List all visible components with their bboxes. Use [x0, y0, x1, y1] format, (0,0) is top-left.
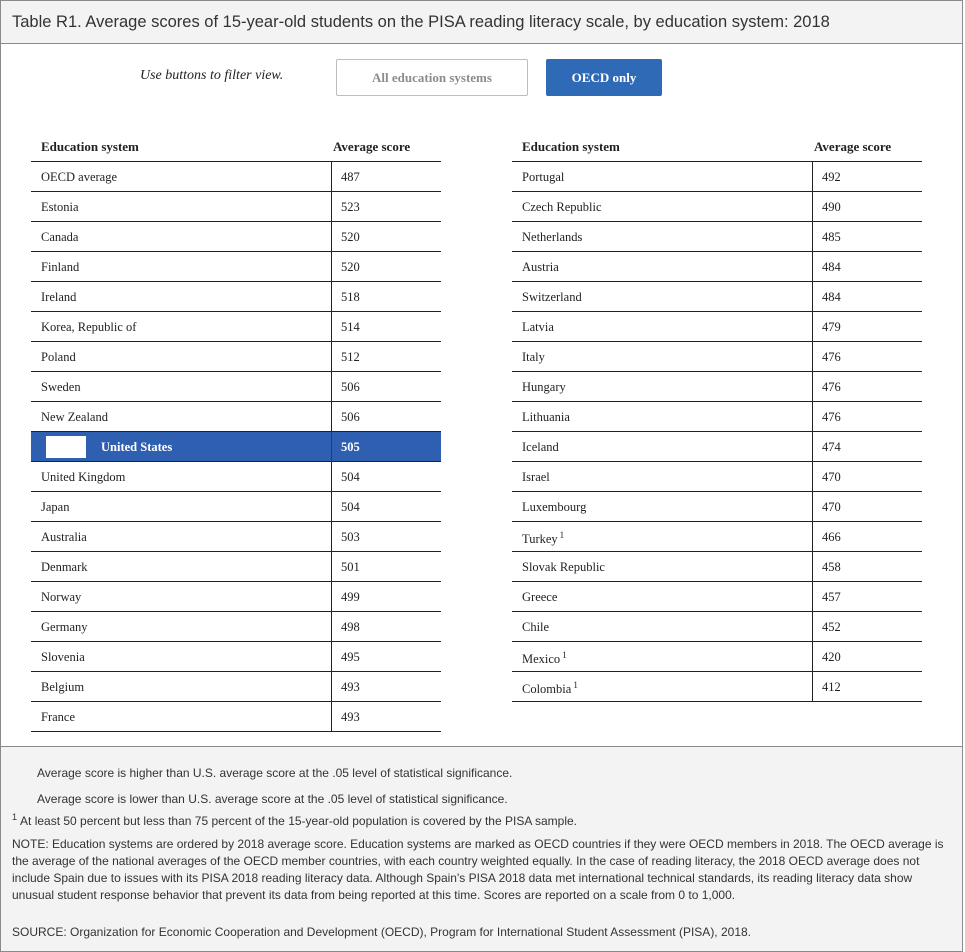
column-divider	[331, 552, 332, 582]
education-system-name	[522, 440, 559, 455]
column-divider	[331, 612, 332, 642]
average-score: 412	[822, 680, 841, 694]
education-system-label: OECD average	[41, 170, 118, 184]
education-system-label: Sweden	[41, 380, 81, 394]
table-row	[512, 462, 922, 492]
average-score: 476	[822, 380, 841, 394]
oecd-only-button[interactable]: OECD only	[546, 59, 662, 96]
column-divider	[812, 642, 813, 672]
average-score: 458	[822, 560, 841, 574]
header-education-system: Education system	[41, 139, 139, 154]
left-table-body	[31, 162, 441, 732]
education-system-name	[41, 260, 79, 275]
education-system-name	[41, 380, 81, 395]
table-row	[512, 552, 922, 582]
average-score: 505	[341, 440, 360, 454]
education-system-name	[41, 590, 81, 605]
education-system-name	[522, 170, 564, 185]
education-system-name	[41, 200, 79, 215]
table-row	[31, 702, 441, 732]
column-divider	[812, 612, 813, 642]
table-row	[512, 282, 922, 312]
legend-higher: Average score is higher than U.S. average score at the .05 level of statistical significance.	[37, 766, 513, 780]
average-score: 504	[341, 470, 360, 484]
education-system-name	[522, 320, 554, 335]
education-system-label: Italy	[522, 350, 545, 364]
average-score: 484	[822, 260, 841, 274]
average-score: 498	[341, 620, 360, 634]
column-divider	[812, 222, 813, 252]
average-score: 492	[822, 170, 841, 184]
column-divider	[331, 462, 332, 492]
education-system-label: Australia	[41, 530, 87, 544]
education-system-name	[522, 200, 602, 215]
education-system-name	[41, 290, 76, 305]
filter-instruction: Use buttons to filter view.	[140, 68, 284, 83]
header-average-score: Average score	[814, 139, 892, 154]
average-score: 470	[822, 470, 841, 484]
education-system-label: Luxembourg	[522, 500, 587, 514]
column-divider	[331, 492, 332, 522]
column-divider	[812, 432, 813, 462]
average-score: 520	[341, 260, 360, 274]
table-row	[31, 612, 441, 642]
column-divider	[812, 312, 813, 342]
column-divider	[812, 342, 813, 372]
average-score: 514	[341, 320, 360, 334]
average-score: 501	[341, 560, 360, 574]
education-system-name	[41, 530, 87, 545]
table-row	[31, 282, 441, 312]
average-score: 474	[822, 440, 841, 454]
education-system-label: Denmark	[41, 560, 88, 574]
table-row	[512, 312, 922, 342]
education-system-name	[522, 470, 550, 485]
education-system-label: Latvia	[522, 320, 554, 334]
average-score: 506	[341, 380, 360, 394]
education-system-name	[522, 230, 582, 245]
column-divider	[331, 162, 332, 192]
table-row	[31, 252, 441, 282]
column-divider	[812, 552, 813, 582]
table-row	[512, 222, 922, 252]
average-score: 495	[341, 650, 360, 664]
education-system-label: United States	[101, 440, 173, 454]
column-divider	[331, 282, 332, 312]
column-divider	[331, 252, 332, 282]
column-divider	[331, 522, 332, 552]
table-row	[31, 192, 441, 222]
average-score: 476	[822, 410, 841, 424]
column-divider	[812, 492, 813, 522]
footnote-mark: 1	[12, 812, 18, 822]
column-divider	[812, 462, 813, 492]
education-system-name	[522, 650, 567, 667]
table-row	[512, 342, 922, 372]
education-system-label: New Zealand	[41, 410, 108, 424]
column-divider	[812, 192, 813, 222]
table-row	[31, 462, 441, 492]
column-divider	[331, 432, 332, 462]
table-title: Table R1. Average scores of 15-year-old students on the PISA reading literacy scale, by education system: 2018	[12, 13, 830, 31]
average-score: 503	[341, 530, 360, 544]
column-divider	[812, 282, 813, 312]
table-row	[31, 642, 441, 672]
education-system-label: Austria	[522, 260, 559, 274]
education-system-label: Germany	[41, 620, 88, 634]
education-system-label: Iceland	[522, 440, 559, 454]
note-text: NOTE: Education systems are ordered by 2018 average score. Education systems are marked as OECD countries if they were OECD members in 2018. The OECD average is the average of the national averages of the OECD member countries, with each country weighted equally. In the case of reading literacy, the 2018 OECD average does not include Spain due to issues with its PISA 2018 reading literacy data. Although Spain's PISA 2018 data met international technical standards, its reading literacy data show unusual student response behavior that prevent its data from being reported at this time. Scores are reported on a scale from 0 to 1,000.	[12, 837, 944, 902]
average-score: 506	[341, 410, 360, 424]
column-divider	[331, 672, 332, 702]
education-system-label: Hungary	[522, 380, 566, 394]
education-system-label: France	[41, 710, 76, 724]
average-score: 457	[822, 590, 841, 604]
table-row	[512, 582, 922, 612]
average-score: 452	[822, 620, 841, 634]
table-row	[31, 402, 441, 432]
table-row	[512, 372, 922, 402]
column-divider	[812, 582, 813, 612]
header-education-system: Education system	[522, 139, 620, 154]
education-system-label: Switzerland	[522, 290, 582, 304]
column-divider	[812, 402, 813, 432]
average-score: 470	[822, 500, 841, 514]
average-score: 479	[822, 320, 841, 334]
average-score: 485	[822, 230, 841, 244]
all-education-systems-button[interactable]: All education systems	[336, 59, 528, 96]
education-system-label: Lithuania	[522, 410, 570, 424]
education-system-name	[522, 620, 549, 635]
average-score: 504	[341, 500, 360, 514]
education-system-name	[41, 350, 76, 365]
education-system-label: Israel	[522, 470, 550, 484]
education-system-name	[522, 680, 578, 697]
column-divider	[812, 522, 813, 552]
column-divider	[331, 402, 332, 432]
table-row	[31, 342, 441, 372]
education-system-name	[41, 710, 75, 725]
column-divider	[812, 372, 813, 402]
education-system-label: Chile	[522, 620, 550, 634]
education-system-name	[101, 440, 172, 455]
education-system-label: Slovenia	[41, 650, 85, 664]
average-score: 420	[822, 650, 841, 664]
education-system-label: Estonia	[41, 200, 79, 214]
education-system-name	[41, 650, 85, 665]
right-score-table	[512, 131, 922, 702]
education-system-name	[41, 500, 69, 515]
column-divider	[812, 162, 813, 192]
education-system-label: Netherlands	[522, 230, 583, 244]
average-score: 512	[341, 350, 360, 364]
column-divider	[331, 372, 332, 402]
education-system-label: Czech Republic	[522, 200, 602, 214]
average-score: 487	[341, 170, 360, 184]
education-system-name	[522, 530, 564, 547]
education-system-name	[522, 590, 557, 605]
education-system-label: Portugal	[522, 170, 565, 184]
education-system-label: Mexico	[522, 652, 561, 667]
education-system-name	[41, 680, 84, 695]
footnote-marker: 1	[562, 650, 567, 660]
average-score: 520	[341, 230, 360, 244]
average-score: 493	[341, 680, 360, 694]
table-row	[512, 612, 922, 642]
table-header	[31, 131, 441, 162]
left-score-table	[31, 131, 441, 732]
education-system-name	[41, 620, 88, 635]
table-header	[512, 131, 922, 162]
education-system-label: Greece	[522, 590, 558, 604]
education-system-name	[522, 350, 545, 365]
education-system-label: Turkey	[522, 532, 558, 547]
average-score: 484	[822, 290, 841, 304]
average-score: 466	[822, 530, 841, 544]
column-divider	[331, 312, 332, 342]
education-system-label: Poland	[41, 350, 76, 364]
table-row	[31, 222, 441, 252]
average-score: 518	[341, 290, 360, 304]
column-divider	[331, 342, 332, 372]
column-divider	[331, 702, 332, 732]
column-divider	[331, 192, 332, 222]
table-row	[31, 552, 441, 582]
table-row	[512, 672, 922, 702]
flag-placeholder	[46, 436, 86, 458]
footnote-1	[12, 812, 577, 828]
table-row	[512, 402, 922, 432]
table-row	[31, 522, 441, 552]
education-system-name	[41, 320, 136, 335]
average-score: 523	[341, 200, 360, 214]
education-system-name	[522, 380, 566, 395]
table-row	[512, 492, 922, 522]
education-system-name	[41, 410, 108, 425]
education-system-label: Finland	[41, 260, 80, 274]
footnote-marker: 1	[573, 680, 578, 690]
table-row	[512, 522, 922, 552]
table-row	[31, 492, 441, 522]
average-score: 499	[341, 590, 360, 604]
table-row	[512, 432, 922, 462]
average-score: 493	[341, 710, 360, 724]
education-system-label: Ireland	[41, 290, 77, 304]
column-divider	[331, 222, 332, 252]
column-divider	[812, 252, 813, 282]
education-system-name	[41, 470, 125, 485]
education-system-name	[522, 560, 605, 575]
footnotes-panel	[0, 746, 963, 952]
education-system-label: United Kingdom	[41, 470, 126, 484]
education-system-label: Korea, Republic of	[41, 320, 137, 334]
education-system-name	[522, 500, 586, 515]
average-score: 490	[822, 200, 841, 214]
column-divider	[331, 582, 332, 612]
average-score: 476	[822, 350, 841, 364]
column-divider	[812, 672, 813, 702]
education-system-label: Japan	[41, 500, 70, 514]
table-row	[31, 312, 441, 342]
education-system-name	[522, 290, 582, 305]
education-system-name	[41, 230, 78, 245]
source-text: SOURCE: Organization for Economic Cooperation and Development (OECD), Program for International Student Assessment (PISA), 2018.	[12, 925, 752, 939]
table-row-highlighted	[31, 432, 441, 462]
title-bar	[0, 0, 963, 44]
table-row	[512, 192, 922, 222]
education-system-name	[522, 410, 570, 425]
education-system-label: Slovak Republic	[522, 560, 605, 574]
table-row	[31, 582, 441, 612]
education-system-label: Canada	[41, 230, 79, 244]
footnote-text: At least 50 percent but less than 75 percent of the 15-year-old population is covered by the PISA sample.	[20, 814, 578, 828]
right-table-body	[512, 162, 922, 702]
header-average-score: Average score	[333, 139, 411, 154]
column-divider	[331, 642, 332, 672]
education-system-label: Colombia	[522, 682, 572, 697]
education-system-name	[41, 560, 88, 575]
education-system-label: Belgium	[41, 680, 85, 694]
table-row	[31, 672, 441, 702]
table-row	[31, 372, 441, 402]
table-row	[512, 162, 922, 192]
education-system-label: Norway	[41, 590, 82, 604]
footnote-marker: 1	[559, 530, 565, 540]
legend-lower: Average score is lower than U.S. average score at the .05 level of statistical significance.	[37, 792, 508, 806]
education-system-name	[522, 260, 559, 275]
education-system-name	[41, 170, 117, 185]
table-row	[512, 642, 922, 672]
table-row	[31, 162, 441, 192]
table-row	[512, 252, 922, 282]
